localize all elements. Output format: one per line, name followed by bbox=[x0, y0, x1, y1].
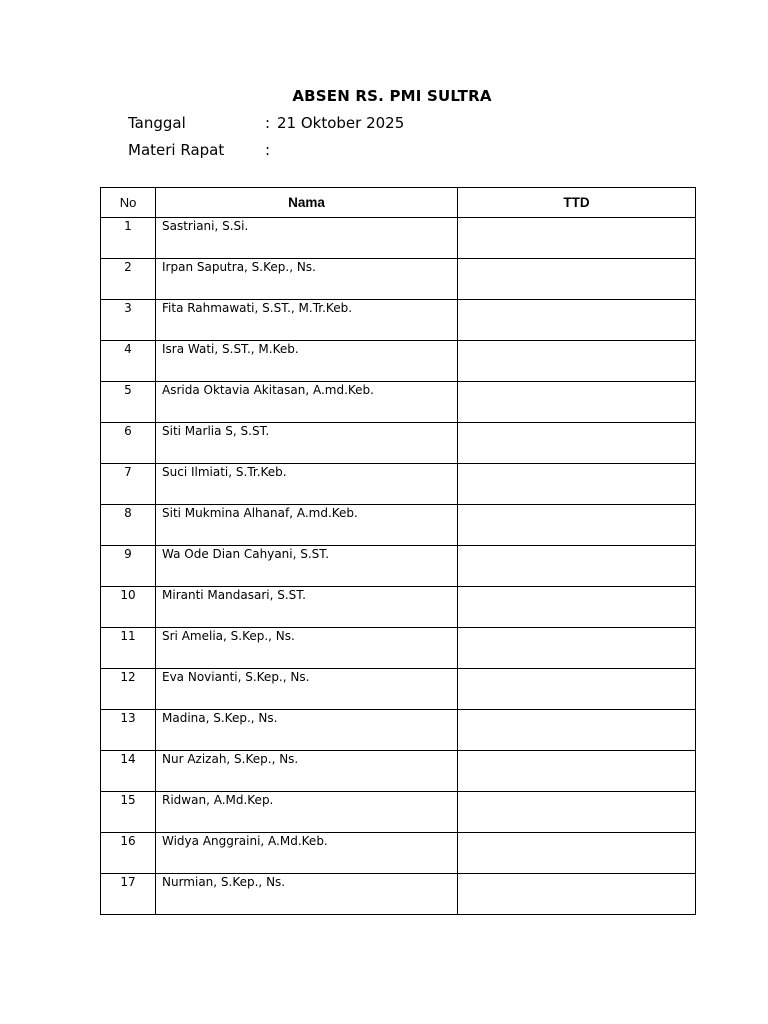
row-number: 1 bbox=[101, 218, 156, 259]
meta-label: Materi Rapat bbox=[128, 141, 225, 159]
table-row bbox=[101, 833, 696, 874]
table-row bbox=[101, 300, 696, 341]
row-number: 7 bbox=[101, 464, 156, 505]
column-header-no: No bbox=[101, 188, 156, 218]
table-body bbox=[101, 218, 696, 915]
signature-cell[interactable] bbox=[458, 710, 696, 751]
row-name: Asrida Oktavia Akitasan, A.md.Keb. bbox=[156, 382, 458, 423]
table-row bbox=[101, 382, 696, 423]
row-name: Miranti Mandasari, S.ST. bbox=[156, 587, 458, 628]
row-number: 12 bbox=[101, 669, 156, 710]
row-number: 11 bbox=[101, 628, 156, 669]
meta-label: Tanggal bbox=[128, 114, 186, 132]
row-number: 14 bbox=[101, 751, 156, 792]
row-number: 16 bbox=[101, 833, 156, 874]
row-name: Ridwan, A.Md.Kep. bbox=[156, 792, 458, 833]
signature-cell[interactable] bbox=[458, 423, 696, 464]
table-row bbox=[101, 546, 696, 587]
signature-cell[interactable] bbox=[458, 341, 696, 382]
row-name: Suci Ilmiati, S.Tr.Keb. bbox=[156, 464, 458, 505]
table-row bbox=[101, 628, 696, 669]
signature-cell[interactable] bbox=[458, 751, 696, 792]
table-row bbox=[101, 464, 696, 505]
meta-separator: : bbox=[265, 114, 271, 132]
row-number: 5 bbox=[101, 382, 156, 423]
row-name: Nurmian, S.Kep., Ns. bbox=[156, 874, 458, 915]
table-row bbox=[101, 423, 696, 464]
row-number: 4 bbox=[101, 341, 156, 382]
row-number: 15 bbox=[101, 792, 156, 833]
row-name: Wa Ode Dian Cahyani, S.ST. bbox=[156, 546, 458, 587]
column-header-nama: Nama bbox=[156, 188, 458, 218]
row-name: Fita Rahmawati, S.ST., M.Tr.Keb. bbox=[156, 300, 458, 341]
row-name: Widya Anggraini, A.Md.Keb. bbox=[156, 833, 458, 874]
signature-cell[interactable] bbox=[458, 628, 696, 669]
table-header-row bbox=[101, 188, 696, 218]
signature-cell[interactable] bbox=[458, 505, 696, 546]
signature-cell[interactable] bbox=[458, 259, 696, 300]
signature-cell[interactable] bbox=[458, 546, 696, 587]
table-row bbox=[101, 341, 696, 382]
signature-cell[interactable] bbox=[458, 587, 696, 628]
row-name: Isra Wati, S.ST., M.Keb. bbox=[156, 341, 458, 382]
signature-cell[interactable] bbox=[458, 464, 696, 505]
row-number: 13 bbox=[101, 710, 156, 751]
row-number: 3 bbox=[101, 300, 156, 341]
row-name: Siti Marlia S, S.ST. bbox=[156, 423, 458, 464]
row-name: Irpan Saputra, S.Kep., Ns. bbox=[156, 259, 458, 300]
meta-separator: : bbox=[265, 141, 271, 159]
row-number: 6 bbox=[101, 423, 156, 464]
signature-cell[interactable] bbox=[458, 833, 696, 874]
row-name: Nur Azizah, S.Kep., Ns. bbox=[156, 751, 458, 792]
row-name: Sri Amelia, S.Kep., Ns. bbox=[156, 628, 458, 669]
row-number: 2 bbox=[101, 259, 156, 300]
row-name: Eva Novianti, S.Kep., Ns. bbox=[156, 669, 458, 710]
signature-cell[interactable] bbox=[458, 300, 696, 341]
table-row bbox=[101, 751, 696, 792]
row-name: Madina, S.Kep., Ns. bbox=[156, 710, 458, 751]
signature-cell[interactable] bbox=[458, 792, 696, 833]
row-name: Sastriani, S.Si. bbox=[156, 218, 458, 259]
table-row bbox=[101, 587, 696, 628]
row-number: 10 bbox=[101, 587, 156, 628]
row-number: 17 bbox=[101, 874, 156, 915]
row-number: 9 bbox=[101, 546, 156, 587]
row-number: 8 bbox=[101, 505, 156, 546]
table-row bbox=[101, 792, 696, 833]
table-row bbox=[101, 218, 696, 259]
row-name: Siti Mukmina Alhanaf, A.md.Keb. bbox=[156, 505, 458, 546]
signature-cell[interactable] bbox=[458, 874, 696, 915]
document-title: ABSEN RS. PMI SULTRA bbox=[292, 87, 492, 105]
attendance-table bbox=[100, 187, 696, 915]
table-row bbox=[101, 259, 696, 300]
signature-cell[interactable] bbox=[458, 382, 696, 423]
table-row bbox=[101, 710, 696, 751]
table-row bbox=[101, 669, 696, 710]
table-row bbox=[101, 874, 696, 915]
signature-cell[interactable] bbox=[458, 218, 696, 259]
table-row bbox=[101, 505, 696, 546]
meta-value-date: 21 Oktober 2025 bbox=[277, 114, 405, 132]
column-header-ttd: TTD bbox=[458, 188, 696, 218]
signature-cell[interactable] bbox=[458, 669, 696, 710]
